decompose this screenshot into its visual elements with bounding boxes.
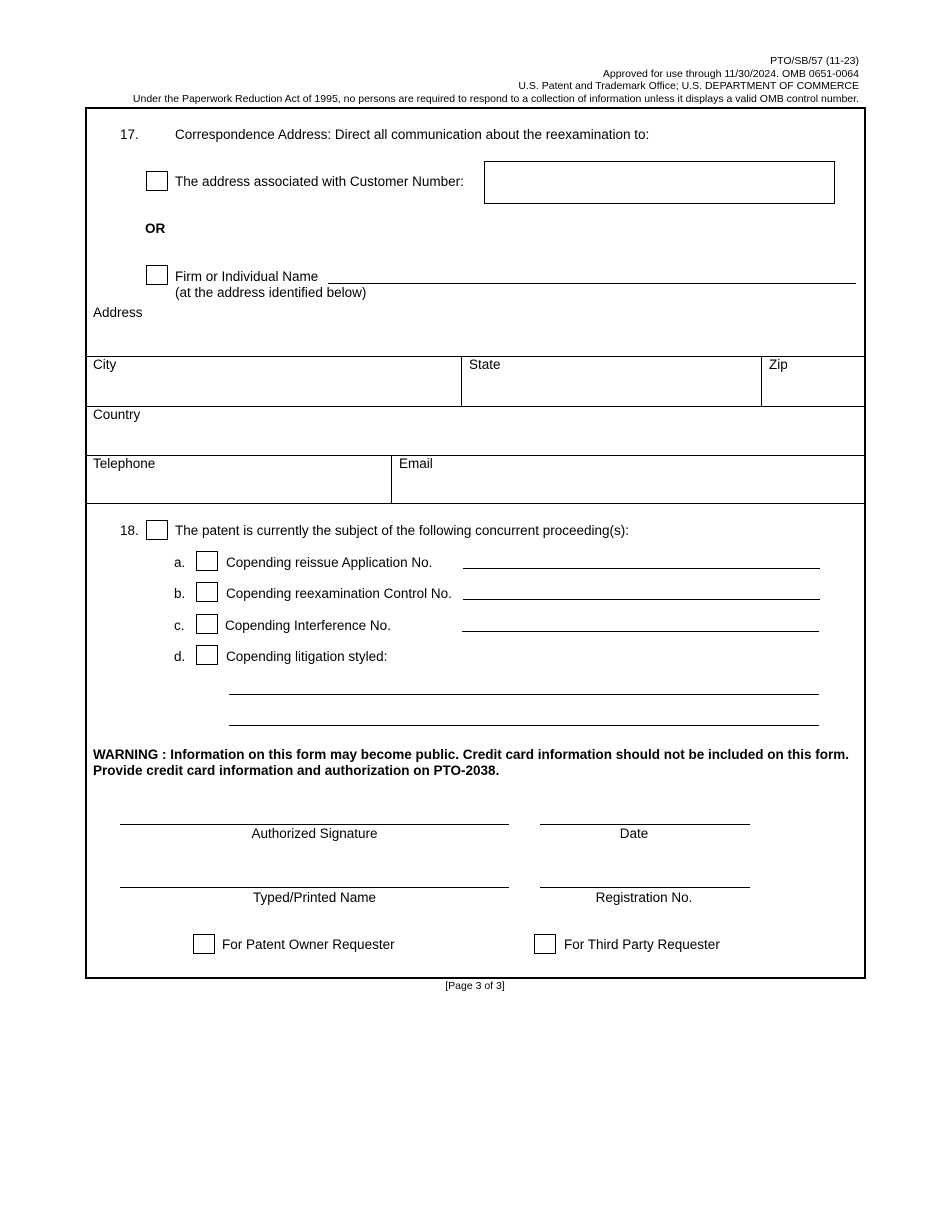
item18-number: 18. [120,523,139,538]
customer-number-input[interactable] [484,161,835,204]
litigation-line-2[interactable] [229,725,819,726]
patent-owner-checkbox[interactable] [193,934,215,954]
item18b-letter: b. [174,586,186,601]
customer-number-checkbox[interactable] [146,171,168,191]
firm-name-field[interactable] [328,283,856,284]
third-party-label: For Third Party Requester [564,937,720,952]
item18-checkbox[interactable] [146,520,168,540]
divider [461,356,462,406]
item18b-field[interactable] [463,599,820,600]
item18b-label: Copending reexamination Control No. [226,586,452,601]
item18c-checkbox[interactable] [196,614,218,634]
firm-name-checkbox[interactable] [146,265,168,285]
registration-label: Registration No. [595,890,693,905]
registration-line[interactable] [540,887,750,888]
item18d-letter: d. [174,649,186,664]
authorized-signature-line[interactable] [120,824,509,825]
customer-number-label: The address associated with Customer Number: [175,174,464,189]
item17-title: Correspondence Address: Direct all communication about the reexamination to: [175,127,650,142]
agency-text: U.S. Patent and Trademark Office; U.S. DEPARTMENT OF COMMERCE [518,80,859,92]
firm-name-label: Firm or Individual Name [175,269,319,284]
or-label: OR [145,221,166,236]
telephone-label: Telephone [93,456,156,471]
email-label: Email [399,456,433,471]
divider [86,503,865,504]
divider [86,406,865,407]
third-party-checkbox[interactable] [534,934,556,954]
litigation-line-1[interactable] [229,694,819,695]
paperwork-notice: Under the Paperwork Reduction Act of 1995, no persons are required to respond to a collection of information unless it displays a valid OMB control number. [132,93,859,105]
approval-text: Approved for use through 11/30/2024. OMB 0651-0064 [602,68,859,80]
item18a-label: Copending reissue Application No. [226,555,433,570]
state-label: State [469,357,501,372]
city-label: City [93,357,117,372]
item18c-letter: c. [174,618,185,633]
divider [761,356,762,406]
item17-number: 17. [120,127,139,142]
date-line[interactable] [540,824,750,825]
item18c-field[interactable] [462,631,819,632]
zip-label: Zip [769,357,788,372]
form-frame [85,107,866,979]
form-id: PTO/SB/57 (11-23) [770,55,859,67]
item18d-checkbox[interactable] [196,645,218,665]
divider [86,455,865,456]
item18b-checkbox[interactable] [196,582,218,602]
page-number: [Page 3 of 3] [445,980,505,992]
address-label: Address [93,305,143,320]
warning-text: WARNING : Information on this form may become public. Credit card information should not be included on this form. Provide credit card information and authorization on PTO-2038. [93,747,850,778]
typed-name-label: Typed/Printed Name [252,890,377,905]
divider [391,455,392,503]
typed-name-line[interactable] [120,887,509,888]
item18a-letter: a. [174,555,186,570]
item18a-field[interactable] [463,568,820,569]
item18c-label: Copending Interference No. [225,618,391,633]
country-label: Country [93,407,141,422]
item18d-label: Copending litigation styled: [226,649,388,664]
item18-title: The patent is currently the subject of the following concurrent proceeding(s): [175,523,629,538]
item18a-checkbox[interactable] [196,551,218,571]
date-label: Date [619,826,649,841]
firm-name-note: (at the address identified below) [175,285,367,300]
patent-owner-label: For Patent Owner Requester [222,937,395,952]
authorized-signature-label: Authorized Signature [251,826,378,841]
